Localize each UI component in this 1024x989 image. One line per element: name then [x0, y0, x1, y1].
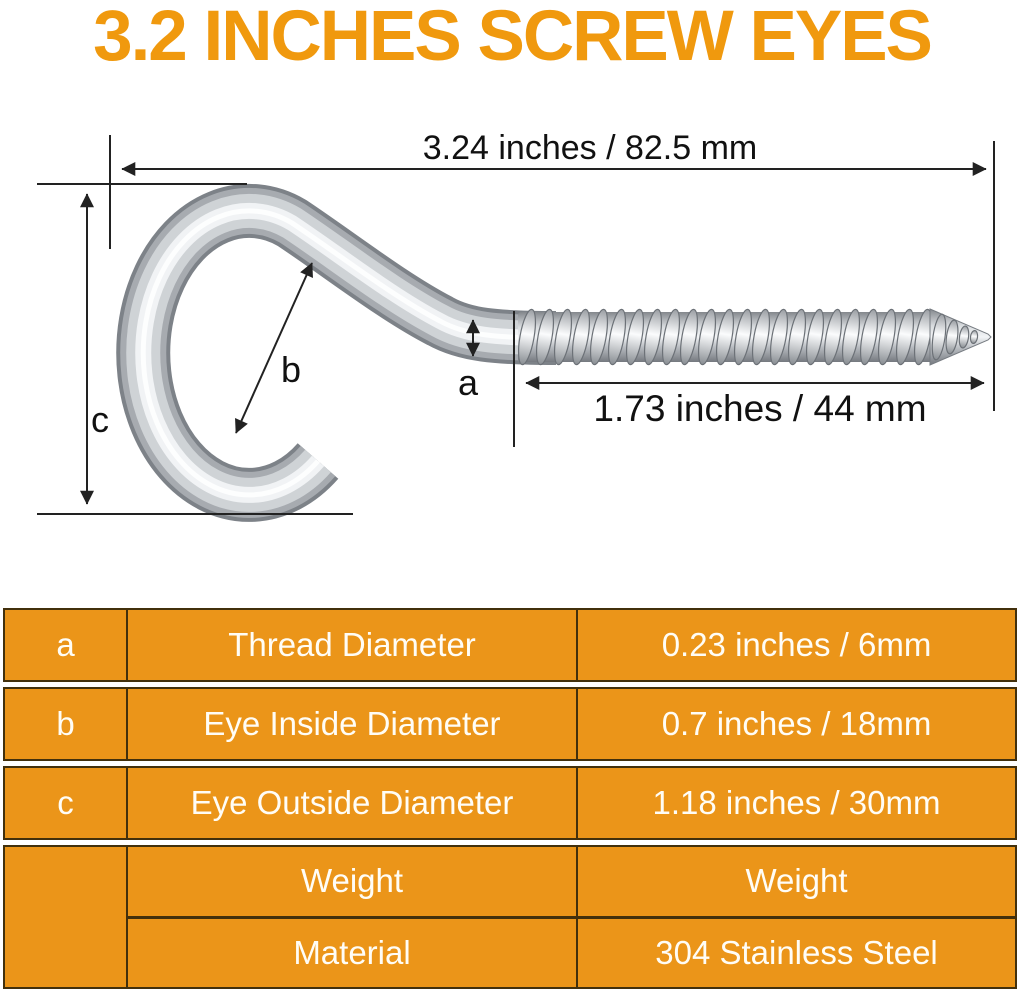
row-label: Eye Outside Diameter [128, 768, 578, 838]
screw-thread-shaft [515, 308, 991, 366]
row-value: 304 Stainless Steel [655, 933, 938, 971]
page-title: 3.2 INCHES SCREW EYES [93, 0, 931, 76]
dimension-eye-inside [236, 263, 312, 433]
dimension-arrow [236, 263, 312, 433]
row-label: Material [128, 919, 578, 988]
row-value: 0.23 inches / 6mm [661, 626, 932, 663]
row-label: Weight [128, 847, 578, 916]
screw-eye-diagram [0, 95, 1024, 575]
table-row [128, 919, 1015, 988]
row-label: Thread Diameter [128, 610, 578, 680]
screw-eye-hook [143, 211, 556, 495]
row-value: 1.18 inches / 30mm [652, 784, 941, 821]
thread-length-label: 1.73 inches / 44 mm [593, 388, 927, 429]
row-key: a [5, 610, 128, 680]
row-key-empty [5, 847, 128, 987]
table-row [3, 766, 1017, 840]
label-b: b [280, 349, 302, 390]
row-key: b [5, 689, 128, 759]
spec-table [3, 608, 1017, 989]
table-row [128, 847, 1015, 919]
row-value: 0.7 inches / 18mm [661, 705, 932, 742]
table-row [3, 687, 1017, 761]
label-c: c [91, 399, 109, 440]
row-label: Eye Inside Diameter [128, 689, 578, 759]
overall-length-label: 3.24 inches / 82.5 mm [422, 129, 758, 167]
row-key: c [5, 768, 128, 838]
row-value: Weight [745, 862, 848, 900]
table-row [3, 608, 1017, 682]
dimension-overall-length [110, 129, 994, 411]
table-row-merged [3, 845, 1017, 989]
label-a: a [457, 362, 479, 403]
